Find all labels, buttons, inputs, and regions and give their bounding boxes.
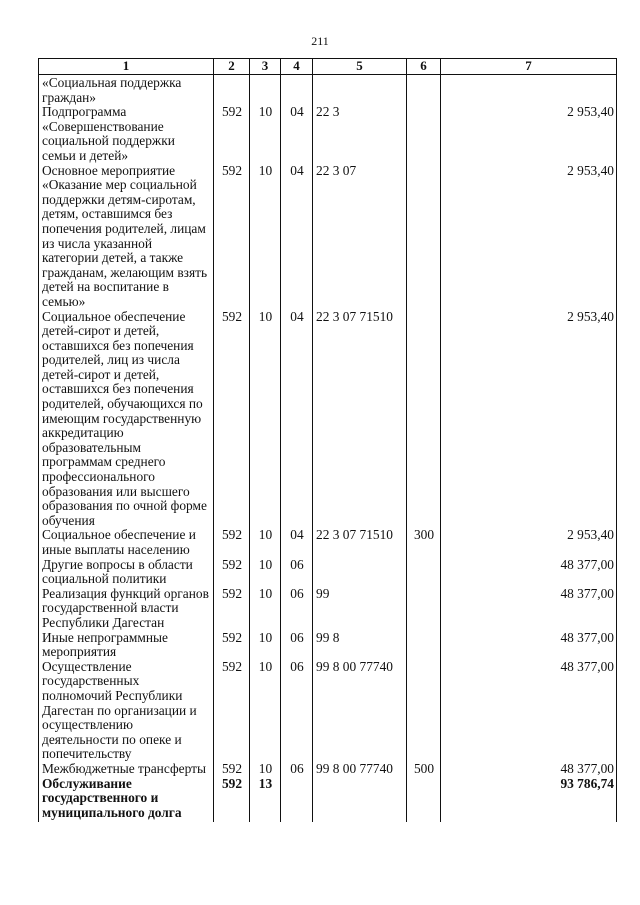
cell-col3: 10 [250, 164, 281, 310]
row-name: «Социальная поддержка граждан» [39, 75, 214, 106]
cell-col7: 48 377,00 [441, 558, 617, 587]
cell-col2: 592 [214, 164, 250, 310]
cell-col6: 300 [407, 528, 441, 557]
cell-col6 [407, 777, 441, 823]
cell-col6 [407, 660, 441, 762]
cell-col4 [281, 75, 313, 106]
cell-col7: 48 377,00 [441, 762, 617, 777]
cell-col3 [250, 75, 281, 106]
cell-col4: 06 [281, 762, 313, 777]
cell-col5 [313, 558, 407, 587]
table-row [39, 105, 617, 163]
cell-col4: 04 [281, 528, 313, 557]
cell-col7: 48 377,00 [441, 631, 617, 660]
column-header: 3 [250, 59, 281, 75]
cell-col4: 04 [281, 164, 313, 310]
cell-col3: 13 [250, 777, 281, 823]
row-name: Основное мероприятие «Оказание мер социальной поддержки детям-сиротам, детям, оставшимся без попечения родителей, лицам из числа указанной категории детей, а также гражданам, желающим взять детей на воспитание в семью» [39, 164, 214, 310]
cell-col6 [407, 164, 441, 310]
page-number: 211 [311, 34, 329, 48]
cell-col7: 2 953,40 [441, 105, 617, 163]
cell-col5: 22 3 07 [313, 164, 407, 310]
row-name: Осуществление государственных полномочий Республики Дагестан по организации и осуществлению деятельности по опеке и попечительству [39, 660, 214, 762]
table-row [39, 587, 617, 631]
budget-table [38, 58, 617, 822]
table-row [39, 660, 617, 762]
column-header: 2 [214, 59, 250, 75]
cell-col2: 592 [214, 558, 250, 587]
cell-col6 [407, 631, 441, 660]
cell-col4: 06 [281, 587, 313, 631]
cell-col7 [441, 75, 617, 106]
row-name: Реализация функций органов государственной власти Республики Дагестан [39, 587, 214, 631]
cell-col2: 592 [214, 660, 250, 762]
column-header: 1 [39, 59, 214, 75]
cell-col3: 10 [250, 762, 281, 777]
row-name: Иные непрограммные мероприятия [39, 631, 214, 660]
cell-col5: 99 8 00 77740 [313, 660, 407, 762]
row-name: Социальное обеспечение детей-сирот и детей, оставшихся без попечения родителей, лиц из числа детей-сирот и детей, оставшихся без попечения родителей, обучающихся по имеющим государственную аккредитацию образовательным программам среднего профессионального образования или высшего образования по очной форме обучения [39, 310, 214, 529]
cell-col4: 04 [281, 310, 313, 529]
cell-col5 [313, 75, 407, 106]
cell-col7: 48 377,00 [441, 587, 617, 631]
row-name: Другие вопросы в области социальной политики [39, 558, 214, 587]
cell-col4: 06 [281, 660, 313, 762]
row-name: Обслуживание государственного и муниципального долга [39, 777, 214, 823]
row-name: Подпрограмма «Совершенствование социальной поддержки семьи и детей» [39, 105, 214, 163]
cell-col5: 22 3 07 71510 [313, 310, 407, 529]
cell-col2: 592 [214, 528, 250, 557]
table-row [39, 164, 617, 310]
cell-col2 [214, 75, 250, 106]
cell-col5: 99 8 00 77740 [313, 762, 407, 777]
cell-col6 [407, 310, 441, 529]
cell-col3: 10 [250, 528, 281, 557]
cell-col2: 592 [214, 310, 250, 529]
cell-col6 [407, 558, 441, 587]
cell-col4 [281, 777, 313, 823]
cell-col7: 93 786,74 [441, 777, 617, 823]
column-header: 6 [407, 59, 441, 75]
table-row [39, 777, 617, 823]
cell-col6: 500 [407, 762, 441, 777]
column-header: 7 [441, 59, 617, 75]
cell-col2: 592 [214, 587, 250, 631]
cell-col4: 04 [281, 105, 313, 163]
cell-col5: 22 3 07 71510 [313, 528, 407, 557]
cell-col5: 99 [313, 587, 407, 631]
row-name: Социальное обеспечение и иные выплаты населению [39, 528, 214, 557]
cell-col2: 592 [214, 105, 250, 163]
cell-col2: 592 [214, 777, 250, 823]
table-row [39, 631, 617, 660]
table-row [39, 558, 617, 587]
cell-col3: 10 [250, 587, 281, 631]
cell-col7: 2 953,40 [441, 528, 617, 557]
table-row [39, 762, 617, 777]
cell-col2: 592 [214, 762, 250, 777]
cell-col7: 2 953,40 [441, 164, 617, 310]
table-row [39, 528, 617, 557]
cell-col4: 06 [281, 631, 313, 660]
cell-col3: 10 [250, 631, 281, 660]
cell-col6 [407, 75, 441, 106]
cell-col4: 06 [281, 558, 313, 587]
cell-col5: 22 3 [313, 105, 407, 163]
cell-col7: 2 953,40 [441, 310, 617, 529]
cell-col5 [313, 777, 407, 823]
column-header: 4 [281, 59, 313, 75]
row-name: Межбюджетные трансферты [39, 762, 214, 777]
cell-col6 [407, 587, 441, 631]
table-header-row [39, 59, 617, 75]
table-row [39, 75, 617, 106]
cell-col6 [407, 105, 441, 163]
cell-col2: 592 [214, 631, 250, 660]
cell-col3: 10 [250, 660, 281, 762]
cell-col3: 10 [250, 105, 281, 163]
cell-col3: 10 [250, 310, 281, 529]
column-header: 5 [313, 59, 407, 75]
table-row [39, 310, 617, 529]
cell-col3: 10 [250, 558, 281, 587]
cell-col7: 48 377,00 [441, 660, 617, 762]
cell-col5: 99 8 [313, 631, 407, 660]
